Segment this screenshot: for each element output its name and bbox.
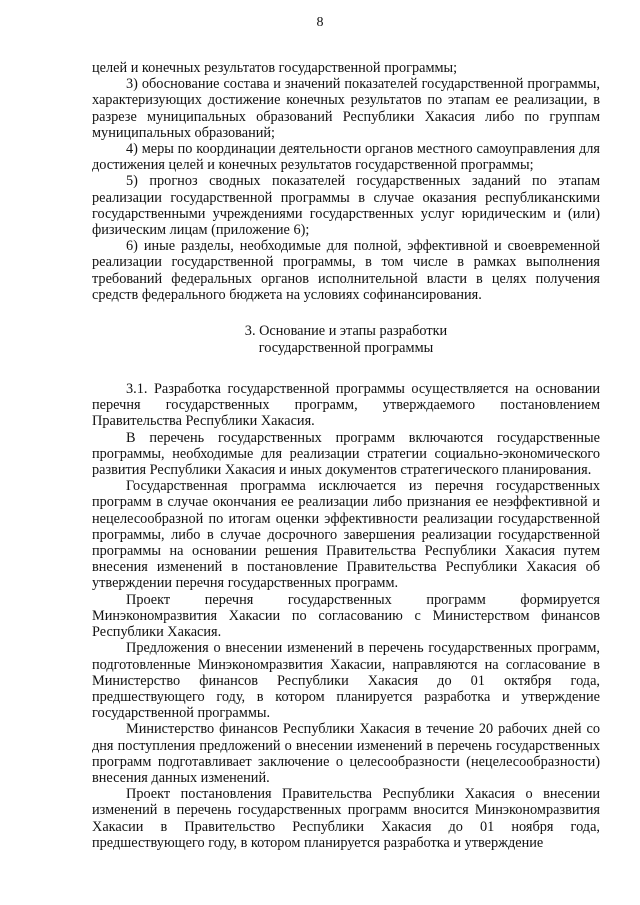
section-heading — [92, 323, 600, 357]
paragraph-item-5: 5) прогноз сводных показателей государственных заданий по этапам реализации государственной программы в случае оказания республиканскими государственными учреждениями государственных услуг юридическим и (или) физическим лицам (приложение 6); — [92, 173, 600, 239]
paragraph-goals-continuation: целей и конечных результатов государственной программы; — [92, 60, 458, 76]
paragraph-proposals: Предложения о внесении изменений в перечень государственных программ, подготовленные Минэкономразвития Хакасии, направляются на согласование в Министерство финансов Республики Хакасия до 01 октября года, предшествующего году, в котором планируется разработка и утверждение государственной программы. — [92, 640, 600, 722]
paragraph-inclusion: В перечень государственных программ включаются государственные программы, необходимые для реализации стратегии социально-экономического развития Республики Хакасия и иных документов стратегического планирования. — [92, 429, 600, 479]
section-heading-line-2: государственной программы — [258, 340, 434, 357]
page-number: 8 — [316, 15, 324, 30]
paragraph-draft-resolution: Проект постановления Правительства Республики Хакасия о внесении изменений в перечень государственных программ вносится Минэкономразвития Хакасии в Правительство Республики Хакасия до 01 ноября года, предшествующего году, в котором планируется разработка и утверждение — [92, 786, 600, 851]
section-heading-line-1: 3. Основание и этапы разработки — [244, 323, 448, 340]
paragraph-exclusion: Государственная программа исключается из перечня государственных программ в случае окончания ее реализации либо признания ее неэффективной и нецелесообразной по итогам оценки эффективности реализации государственной программы, либо в случае досрочного завершения реализации государственной программы на основании решения Правительства Республики Хакасия путем внесения изменений в постановление Правительства Республики Хакасия об утверждении перечня государственных программ. — [92, 478, 600, 592]
paragraph-3-1: 3.1. Разработка государственной программы осуществляется на основании перечня государственных программ, утверждаемого постановлением Правительства Республики Хакасия. — [92, 381, 600, 430]
paragraph-item-6: 6) иные разделы, необходимые для полной, эффективной и своевременной реализации государственной программы, в том числе в рамках выполнения требований федеральных органов исполнительной власти в целях получения средств федерального бюджета на условиях софинансирования. — [92, 238, 600, 303]
document-body — [92, 60, 600, 851]
paragraph-item-3: 3) обоснование состава и значений показателей государственной программы, характеризующих достижение конечных результатов по этапам ее реализации, в разрезе муниципальных образований Республики Хакасия либо по группам муниципальных образований; — [92, 76, 600, 141]
paragraph-ministry-review: Министерство финансов Республики Хакасия в течение 20 рабочих дней со дня поступления предложений о внесении изменений в перечень государственных программ подготавливает заключение о целесообразности (нецелесообразности) внесения данных изменений. — [92, 721, 600, 786]
paragraph-draft-list: Проект перечня государственных программ формируется Минэкономразвития Хакасии по согласованию с Министерством финансов Республики Хакасия. — [92, 591, 600, 641]
paragraph-item-4: 4) меры по координации деятельности органов местного самоуправления для достижения целей и конечных результатов государственной программы; — [92, 141, 600, 174]
